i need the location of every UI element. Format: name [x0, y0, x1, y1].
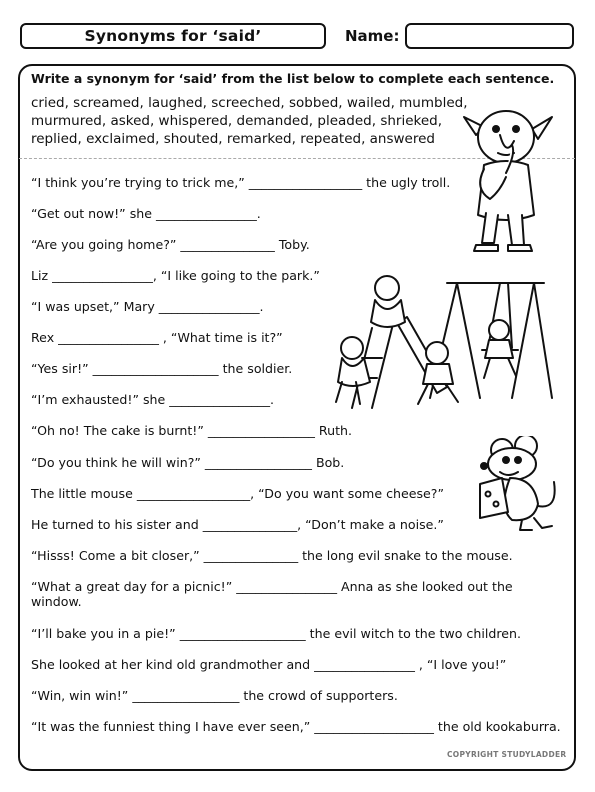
sentence-15: “I’ll bake you in a pie!” ____________________ the evil witch to the two children.	[31, 626, 521, 641]
sentence-7: “Yes sir!” ____________________ the soldier.	[31, 361, 293, 376]
name-field[interactable]	[405, 23, 574, 49]
mouse-illustration	[470, 436, 562, 534]
sentence-13: “Hisss! Come a bit closer,” _______________ the long evil snake to the mouse.	[31, 548, 513, 563]
sentence-12: He turned to his sister and _______________, “Don’t make a noise.”	[31, 517, 444, 532]
sentence-5: “I was upset,” Mary ________________.	[31, 299, 264, 314]
sentence-4: Liz ________________, “I like going to the park.”	[31, 268, 320, 283]
sentence-17: “Win, win win!” _________________ the crowd of supporters.	[31, 688, 398, 703]
sentence-18: “It was the funniest thing I have ever seen,” ___________________ the old kookaburra.	[31, 719, 561, 734]
instructions: Write a synonym for ‘said’ from the list below to complete each sentence.	[31, 71, 555, 86]
worksheet-title: Synonyms for ‘said’	[20, 23, 326, 49]
word-list	[31, 94, 468, 148]
sentence-2: “Get out now!” she ________________.	[31, 206, 261, 221]
sentence-10: “Do you think he will win?” _________________ Bob.	[31, 455, 345, 470]
word-list-line: murmured, asked, whispered, demanded, pleaded, shrieked,	[31, 113, 443, 129]
name-label: Name:	[345, 27, 400, 45]
word-list-line: cried, screamed, laughed, screeched, sobbed, wailed, mumbled,	[31, 95, 468, 111]
sentence-11: The little mouse __________________, “Do you want some cheese?”	[31, 486, 444, 501]
sentence-3: “Are you going home?” _______________ Toby.	[31, 237, 310, 252]
sentence-8: “I’m exhausted!” she ________________.	[31, 392, 275, 407]
sentence-16: She looked at her kind old grandmother and ________________ , “I love you!”	[31, 657, 507, 672]
sentence-9: “Oh no! The cake is burnt!” _________________ Ruth.	[31, 423, 353, 438]
sentence-6: Rex ________________ , “What time is it?”	[31, 330, 283, 345]
troll-illustration	[462, 95, 554, 265]
word-list-line: replied, exclaimed, shouted, remarked, repeated, answered	[31, 131, 435, 147]
sentence-14: “What a great day for a picnic!” ________________ Anna as she looked out the window.	[31, 579, 513, 609]
sentence-1: “I think you’re trying to trick me,” __________________ the ugly troll.	[31, 175, 451, 190]
playground-illustration	[312, 268, 560, 418]
copyright-notice: COPYRIGHT STUDYLADDER	[447, 750, 567, 759]
